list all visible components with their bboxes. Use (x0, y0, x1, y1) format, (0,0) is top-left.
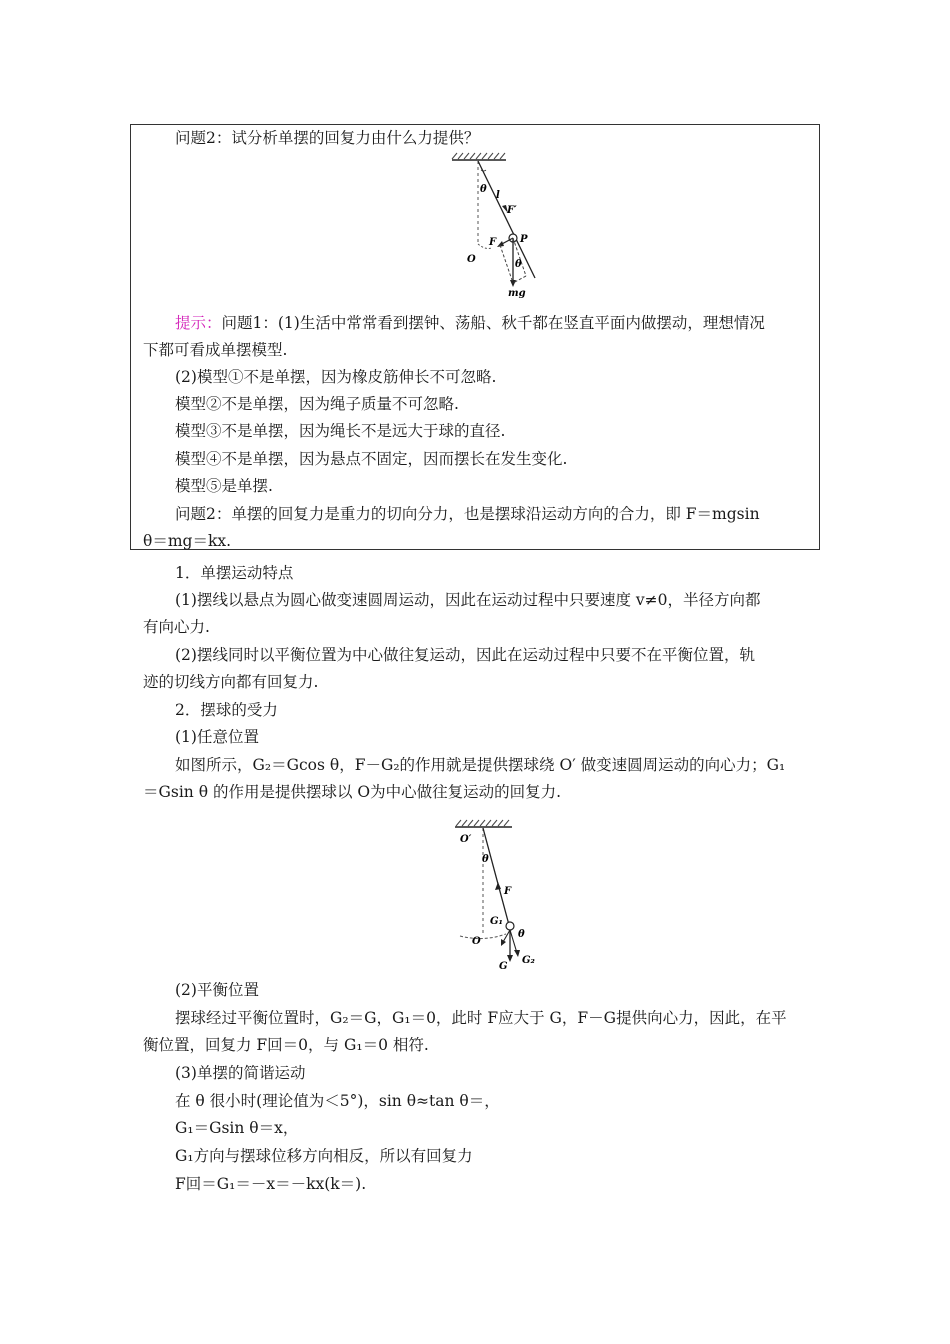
answer-model-5: 模型⑤是单摆. (175, 477, 273, 495)
section-2a-line-2: ＝Gsin θ 的作用是提供摆球以 O为中心做往复运动的回复力. (143, 783, 562, 801)
fig1-fprime: F′ (507, 205, 517, 216)
section-2b-line-2: 衡位置，回复力 F回＝0，与 G₁＝0 相符. (143, 1036, 429, 1054)
section-2c-line-3: G₁方向与摆球位移方向相反，所以有回复力 (175, 1147, 473, 1165)
answer-model-1: (2)模型①不是单摆，因为橡皮筋伸长不可忽略. (175, 368, 497, 386)
section-1-heading: 1．单摆运动特点 (175, 564, 294, 582)
answer-model-4: 模型④不是单摆，因为悬点不固定，因而摆长在发生变化. (175, 450, 568, 468)
answer-model-2: 模型②不是单摆，因为绳子质量不可忽略. (175, 395, 459, 413)
fig1-theta-bottom: θ (515, 259, 522, 270)
fig1-theta-top: θ (480, 184, 487, 195)
fig2-f: F (504, 886, 512, 897)
section-2c-heading: (3)单摆的简谐运动 (175, 1064, 306, 1082)
answer-1-line-2: 下都可看成单摆模型. (143, 341, 288, 359)
fig2-o: O (472, 936, 481, 947)
fig2-oprime: O′ (460, 834, 472, 845)
answer-model-3: 模型③不是单摆，因为绳长不是远大于球的直径. (175, 422, 506, 440)
section-2a-line-1: 如图所示，G₂＝Gcos θ，F－G₂的作用就是提供摆球绕 O′ 做变速圆周运动的向心力；G₁ (175, 756, 786, 774)
pendulum-figure-2 (450, 818, 560, 976)
fig1-f: F (489, 237, 497, 248)
section-2-heading: 2．摆球的受力 (175, 701, 278, 719)
answer-q2-line-2: θ＝mg＝kx. (143, 532, 232, 550)
fig1-l: l (496, 190, 500, 201)
fig2-g1: G₁ (490, 916, 503, 927)
section-1a-line-1: (1)摆线以悬点为圆心做变速圆周运动，因此在运动过程中只要速度 v≠0，半径方向都 (175, 591, 761, 609)
section-2c-line-1: 在 θ 很小时(理论值为＜5°)，sin θ≈tan θ＝， (175, 1092, 500, 1110)
fig1-p: P (520, 234, 528, 245)
section-2c-line-4: F回＝G₁＝－x＝－kx(k＝). (175, 1175, 367, 1193)
hint-label: 提示： (175, 314, 222, 332)
section-2b-line-1: 摆球经过平衡位置时，G₂＝G，G₁＝0，此时 F应大于 G，F－G提供向心力，因此，在平 (175, 1009, 787, 1027)
section-1b-line-2: 迹的切线方向都有回复力. (143, 673, 319, 691)
answer-1-text: 问题1：(1)生活中常常看到摆钟、荡船、秋千都在竖直平面内做摆动，理想情况 (221, 314, 765, 332)
fig2-g2: G₂ (522, 955, 535, 966)
fig1-o: O (467, 254, 476, 265)
fig2-theta: θ (482, 854, 489, 865)
section-2c-line-2: G₁＝Gsin θ＝x， (175, 1119, 299, 1137)
pendulum-figure-1 (440, 152, 560, 302)
section-1a-line-2: 有向心力. (143, 618, 210, 636)
question-2: 问题2：试分析单摆的回复力由什么力提供？ (175, 129, 480, 147)
section-2a-heading: (1)任意位置 (175, 728, 259, 746)
fig1-mg: mg (508, 288, 526, 299)
fig2-g: G (499, 961, 508, 972)
section-2b-heading: (2)平衡位置 (175, 981, 259, 999)
fig2-theta-2: θ (518, 929, 525, 940)
section-1b-line-1: (2)摆线同时以平衡位置为中心做往复运动，因此在运动过程中只要不在平衡位置，轨 (175, 646, 755, 664)
answer-q2-line-1: 问题2：单摆的回复力是重力的切向分力，也是摆球沿运动方向的合力，即 F＝mgsin (175, 505, 760, 523)
hint-answer-1-line-1 (175, 313, 765, 333)
